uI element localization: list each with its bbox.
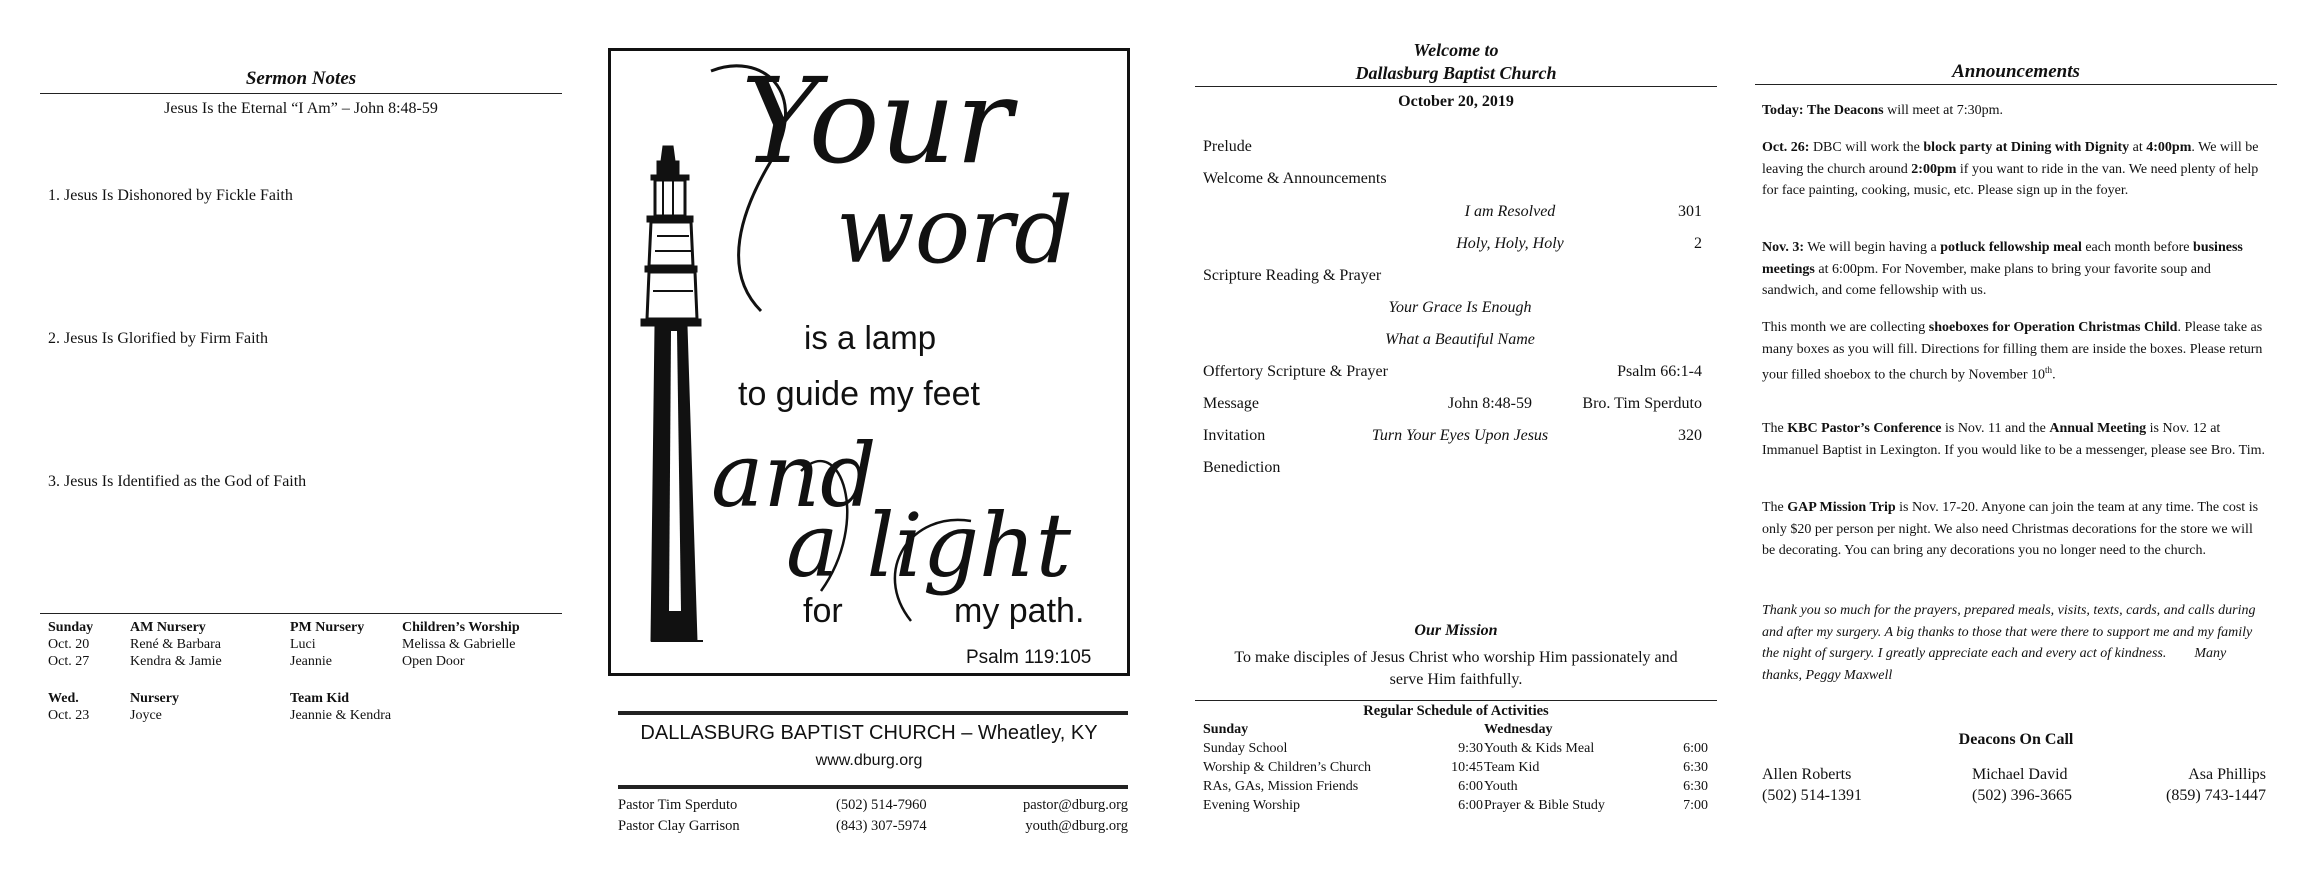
staff-name: Pastor Clay Garrison xyxy=(618,818,740,834)
schedule-cell: Jeannie & Kendra xyxy=(290,708,392,723)
verse-art-frame xyxy=(608,48,1130,676)
sunday-label: Sunday xyxy=(1203,722,1249,737)
church-website[interactable]: www.dburg.org xyxy=(815,752,923,769)
nursery-schedule xyxy=(48,619,562,724)
announcement-text: We will begin having a xyxy=(1804,240,1941,255)
announcement-text: . xyxy=(2052,367,2056,383)
announcement-emphasis: business meetings xyxy=(1762,240,2243,277)
thank-you-note xyxy=(1762,600,2266,686)
schedule-cell: Melissa & Gabrielle xyxy=(402,637,516,652)
activity-name: Worship & Children’s Church xyxy=(1203,760,1372,775)
deacon-name: Allen Roberts xyxy=(1762,766,1852,783)
order-scripture: Scripture Reading & Prayer xyxy=(1203,267,1382,284)
thank-you-text: Thank you so much for the prayers, prepared meals, visits, texts, cards, and calls during and after my surgery. A big thanks to those that were there to support me and my family the night of surgery. I greatly appreciate each and every act of kindness. xyxy=(1762,603,2256,661)
wednesday-label: Wednesday xyxy=(1484,722,1553,737)
schedule-header: Nursery xyxy=(130,691,179,706)
divider xyxy=(40,613,562,614)
announcement-lead: Today: xyxy=(1762,103,1804,118)
invitation-number: 320 xyxy=(1678,427,1702,444)
announcement-text: at 6:00pm. For November, make plans to bring your favorite soup and sandwich, and come fellowship with us. xyxy=(1762,261,2211,298)
staff-contacts xyxy=(618,795,1128,837)
table-row xyxy=(618,816,1128,837)
verse-is-a-lamp: is a lamp xyxy=(804,319,937,356)
schedule-cell: René & Barbara xyxy=(130,637,221,652)
sunday-schedule xyxy=(1203,720,1483,815)
announcement-superscript: th xyxy=(2045,365,2053,375)
staff-email[interactable]: youth@dburg.org xyxy=(1025,818,1128,834)
invitation-song: Turn Your Eyes Upon Jesus xyxy=(1371,427,1549,444)
schedule-cell: Jeannie xyxy=(290,654,332,669)
deacon-entry xyxy=(1972,764,2072,806)
order-invitation: Invitation xyxy=(1203,427,1266,444)
song-title: Your Grace Is Enough xyxy=(1388,299,1532,316)
announcement-text: . We will be leaving the church around xyxy=(1762,140,2259,177)
schedule-cell: Oct. 20 xyxy=(48,637,90,652)
announcements-title: Announcements xyxy=(1952,61,2080,82)
deacons-title: Deacons On Call xyxy=(1958,731,2074,748)
message-speaker: Bro. Tim Sperduto xyxy=(1582,395,1702,412)
activity-name: Evening Worship xyxy=(1203,798,1300,813)
schedule-cell: Oct. 27 xyxy=(48,654,90,669)
announcement-text: will meet at 7:30pm. xyxy=(1883,103,2004,118)
table-row xyxy=(1484,777,1708,796)
announcement-emphasis: GAP Mission Trip xyxy=(1787,500,1896,515)
activity-name: Youth xyxy=(1484,779,1518,794)
schedule-cell: Joyce xyxy=(130,708,162,723)
order-welcome: Welcome & Announcements xyxy=(1203,170,1387,187)
song-title: What a Beautiful Name xyxy=(1385,331,1535,348)
verse-your: Your xyxy=(741,52,1013,190)
thank-you-signature: Many thanks, Peggy Maxwell xyxy=(1762,646,2227,683)
verse-a-light: a light xyxy=(786,494,1072,597)
welcome-line-2: Dallasburg Baptist Church xyxy=(1355,63,1557,83)
schedule-cell: Open Door xyxy=(402,654,465,669)
sermon-subtitle: Jesus Is the Eternal “I Am” – John 8:48-59 xyxy=(164,100,438,117)
divider xyxy=(1195,86,1717,87)
announcement-text: if you want to ride in the van. We need plenty of help for face painting, cooking, music, etc. Please sign up in the foyer. xyxy=(1762,161,2259,198)
message-reference: John 8:48-59 xyxy=(1448,395,1532,412)
announcement-nov3 xyxy=(1762,237,2266,302)
table-row xyxy=(1484,796,1708,815)
schedule-header: Wed. xyxy=(48,691,79,706)
deacon-name: Michael David xyxy=(1972,766,2068,783)
announcement-text: . Please take as many boxes as you will fill. Directions for filling them are inside the boxes. Please return your filled shoebox to the church by November 10 xyxy=(1762,320,2263,383)
table-row xyxy=(48,636,562,653)
activity-time: 6:00 xyxy=(1683,741,1708,756)
divider xyxy=(618,785,1128,789)
schedule-header: Children’s Worship xyxy=(402,620,520,635)
service-date: October 20, 2019 xyxy=(1398,93,1514,110)
staff-phone: (843) 307-5974 xyxy=(836,818,927,834)
announcement-kbc xyxy=(1762,418,2266,461)
activity-name: RAs, GAs, Mission Friends xyxy=(1203,779,1359,794)
activity-name: Team Kid xyxy=(1484,760,1540,775)
schedule-header: Team Kid xyxy=(290,691,349,706)
table-row xyxy=(1484,739,1708,758)
regular-schedule-title: Regular Schedule of Activities xyxy=(1363,703,1549,719)
schedule-header: PM Nursery xyxy=(290,620,365,635)
activity-time: 9:30 xyxy=(1458,741,1483,756)
verse-my-path: my path. xyxy=(954,592,1085,630)
announcement-text: is Nov. 11 and the xyxy=(1941,421,2050,436)
verse-to-guide: to guide my feet xyxy=(738,375,980,413)
schedule-header: Sunday xyxy=(48,620,94,635)
divider xyxy=(618,711,1128,715)
divider xyxy=(1195,700,1717,701)
mission-title: Our Mission xyxy=(1414,622,1498,639)
hymn-number: 301 xyxy=(1678,203,1702,220)
announcement-oct26 xyxy=(1762,137,2266,202)
schedule-header: AM Nursery xyxy=(130,620,206,635)
deacon-entry xyxy=(2146,764,2266,806)
announcement-text: DBC will work the xyxy=(1809,140,1924,155)
announcement-emphasis: shoeboxes for Operation Christmas Child xyxy=(1928,320,2178,335)
announcement-text: is Nov. 17-20. Anyone can join the team at any time. The cost is only $20 per person per night. We also need Christmas decorations for the store we will be decorating. You can bring any decorations you no longer need to the church. xyxy=(1762,500,2259,558)
sermon-point-1: 1. Jesus Is Dishonored by Fickle Faith xyxy=(48,187,293,204)
order-offertory: Offertory Scripture & Prayer xyxy=(1203,363,1388,380)
wednesday-schedule xyxy=(1484,720,1708,815)
divider xyxy=(1755,84,2277,85)
activity-name: Youth & Kids Meal xyxy=(1484,741,1595,756)
table-row xyxy=(48,653,562,670)
staff-email[interactable]: pastor@dburg.org xyxy=(1022,797,1128,813)
deacon-phone: (502) 514-1391 xyxy=(1762,787,1862,804)
offertory-reference: Psalm 66:1-4 xyxy=(1617,363,1702,380)
verse-reference: Psalm 119:105 xyxy=(966,647,1092,668)
church-name-line: DALLASBURG BAPTIST CHURCH – Wheatley, KY xyxy=(640,722,1098,744)
announcement-text: at xyxy=(2129,140,2147,155)
announcement-today xyxy=(1762,100,2266,122)
table-row xyxy=(48,707,562,724)
sermon-point-2: 2. Jesus Is Glorified by Firm Faith xyxy=(48,330,268,347)
order-benediction: Benediction xyxy=(1203,459,1281,476)
table-row xyxy=(1484,758,1708,777)
announcement-text: is Nov. 12 at Immanuel Baptist in Lexington. If you would like to be a messenger, please see Bro. Tim. xyxy=(1762,421,2265,458)
announcement-emphasis: potluck fellowship meal xyxy=(1940,240,2082,255)
verse-and: and xyxy=(711,424,877,527)
announcement-emphasis: The Deacons xyxy=(1807,103,1884,118)
announcement-text: each month before xyxy=(2081,240,2194,255)
table-row xyxy=(618,795,1128,816)
table-row xyxy=(1203,796,1483,815)
announcement-lead: Oct. 26: xyxy=(1762,140,1810,155)
announcement-emphasis: KBC Pastor’s Conference xyxy=(1787,421,1942,436)
order-prelude: Prelude xyxy=(1203,138,1252,155)
deacon-entry xyxy=(1762,764,1862,806)
verse-for: for xyxy=(803,592,843,630)
deacon-phone: (859) 743-1447 xyxy=(2166,787,2266,804)
sermon-notes-title: Sermon Notes xyxy=(245,68,357,89)
activity-time: 7:00 xyxy=(1683,798,1708,813)
divider xyxy=(40,93,562,94)
schedule-cell: Luci xyxy=(290,637,316,652)
announcement-emphasis: 2:00pm xyxy=(1911,161,1957,177)
table-row xyxy=(1203,758,1483,777)
staff-name: Pastor Tim Sperduto xyxy=(618,797,738,813)
announcement-text: The xyxy=(1762,421,1788,436)
sermon-point-3: 3. Jesus Is Identified as the God of Faith xyxy=(48,473,307,490)
announcement-text: This month we are collecting xyxy=(1762,320,1929,335)
activity-name: Sunday School xyxy=(1203,741,1288,756)
announcement-lead: Nov. 3: xyxy=(1762,240,1804,255)
announcement-emphasis: 4:00pm xyxy=(2146,140,2192,155)
announcement-text: The xyxy=(1762,500,1788,515)
order-message: Message xyxy=(1203,395,1259,412)
activity-name: Prayer & Bible Study xyxy=(1484,798,1605,813)
announcement-emphasis: Annual Meeting xyxy=(2049,421,2147,436)
announcement-emphasis: block party at Dining with Dignity xyxy=(1923,140,2130,155)
mission-text: To make disciples of Jesus Christ who worship Him passionately and serve Him faithfully. xyxy=(1234,649,1678,688)
welcome-line-1: Welcome to xyxy=(1413,40,1499,60)
announcement-gap-mission xyxy=(1762,497,2266,562)
activity-time: 6:30 xyxy=(1683,760,1708,775)
activity-time: 10:45 xyxy=(1451,760,1483,775)
deacon-phone: (502) 396-3665 xyxy=(1972,787,2072,804)
activity-time: 6:30 xyxy=(1683,779,1708,794)
deacon-name: Asa Phillips xyxy=(2188,766,2266,783)
hymn-title: I am Resolved xyxy=(1464,203,1556,220)
activity-time: 6:00 xyxy=(1458,798,1483,813)
announcement-shoeboxes xyxy=(1762,317,2266,386)
hymn-number: 2 xyxy=(1694,235,1702,252)
staff-phone: (502) 514-7960 xyxy=(836,797,927,813)
table-row xyxy=(1203,777,1483,796)
activity-time: 6:00 xyxy=(1458,779,1483,794)
schedule-cell: Oct. 23 xyxy=(48,708,90,723)
schedule-cell: Kendra & Jamie xyxy=(130,654,222,669)
verse-word: word xyxy=(836,177,1074,284)
table-row xyxy=(1203,739,1483,758)
hymn-title: Holy, Holy, Holy xyxy=(1456,235,1564,252)
